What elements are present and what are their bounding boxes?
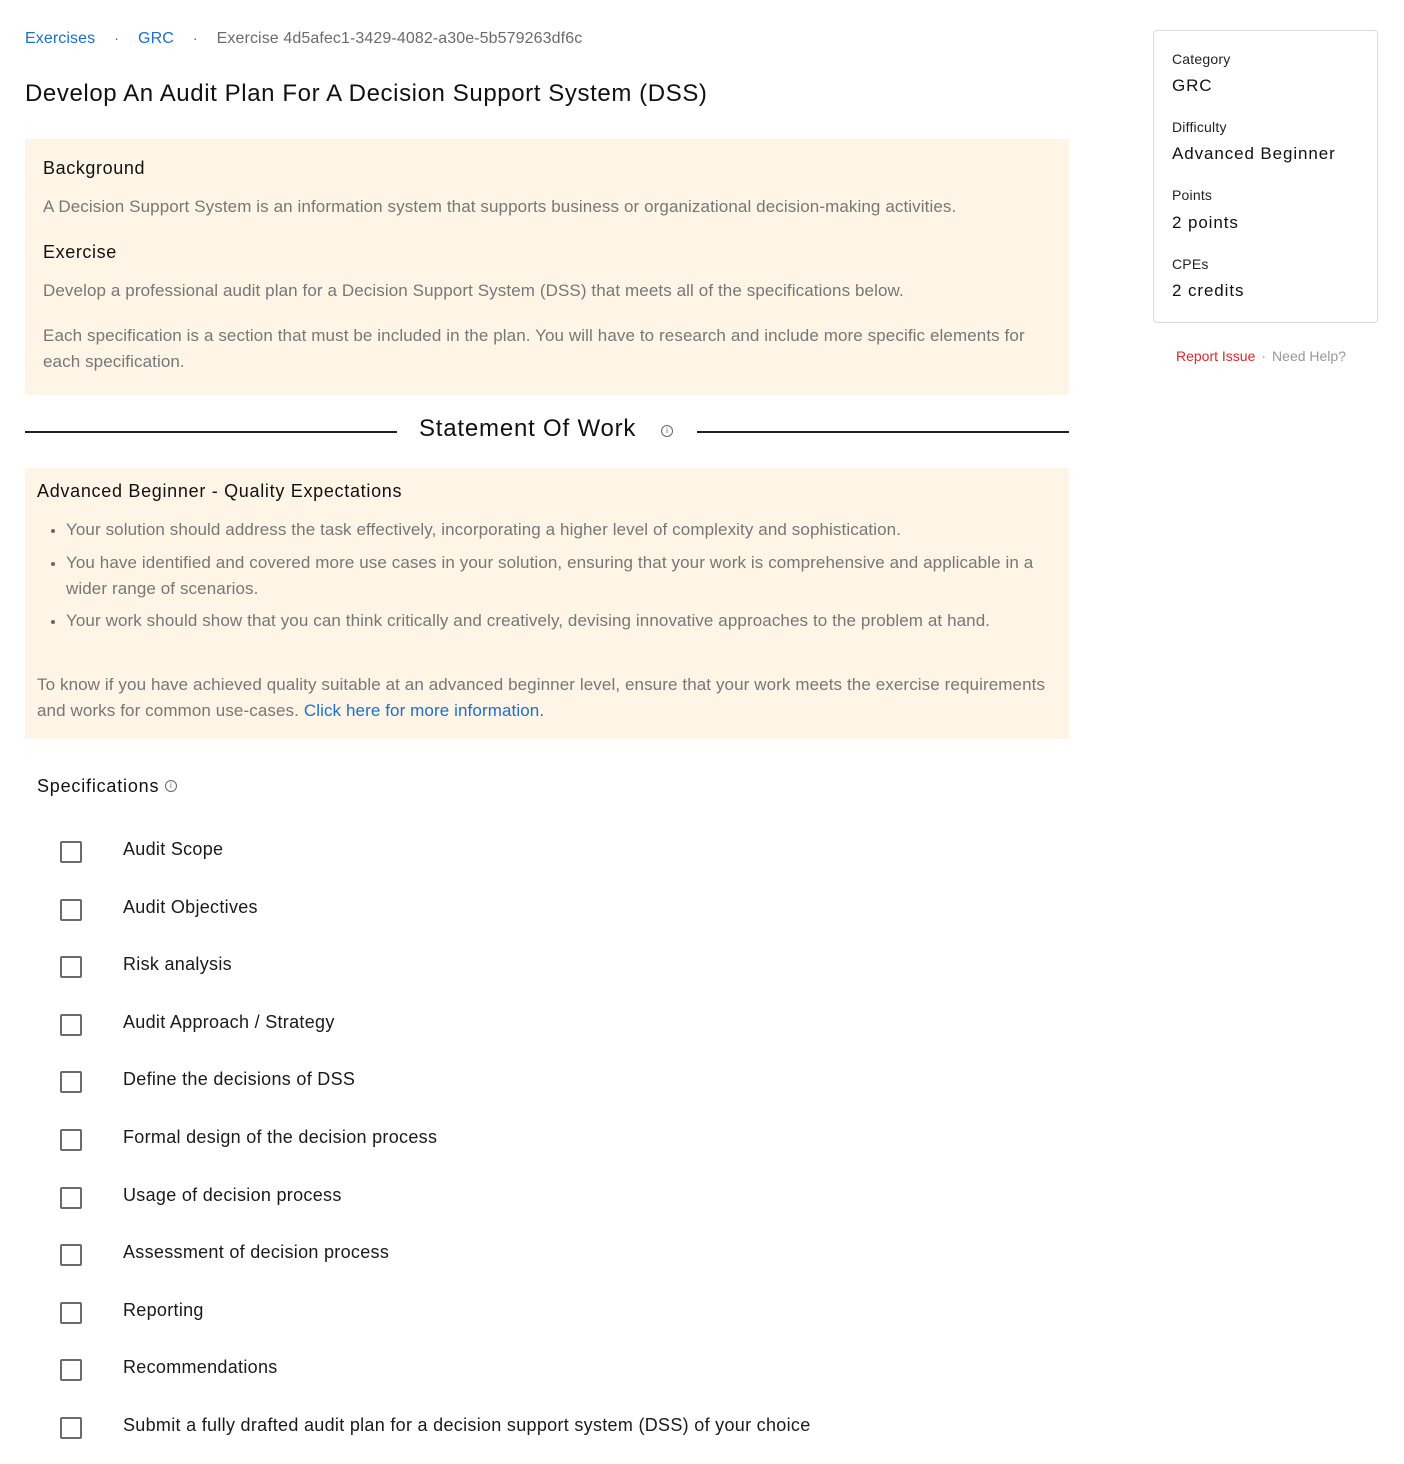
quality-heading: Advanced Beginner - Quality Expectations <box>37 481 403 501</box>
intro-panel <box>25 139 1069 395</box>
specification-label: Define the decisions of DSS <box>123 1069 356 1090</box>
cpes-label: CPEs <box>1172 256 1209 272</box>
specification-item[interactable] <box>60 830 1060 888</box>
exercise-text-detail: Each specification is a section that must be included in the plan. You will have to research and include more specific elements for each specification. <box>43 326 1025 371</box>
specification-checkbox[interactable] <box>60 1302 82 1324</box>
specification-item[interactable] <box>60 1233 1060 1291</box>
specifications-list <box>60 830 1060 1464</box>
quality-bullet: • Your solution should address the task effectively, incorporating a higher level of complexity and sophistication. <box>66 517 1056 543</box>
category-label: Category <box>1172 51 1231 67</box>
specification-label: Formal design of the decision process <box>123 1126 438 1147</box>
specification-checkbox[interactable] <box>60 1187 82 1209</box>
page-title: Develop An Audit Plan For A Decision Support System (DSS) <box>25 80 708 107</box>
quality-bullet: • You have identified and covered more use cases in your solution, ensuring that your work is comprehensive and applicable in a wider range of scenarios. <box>66 550 1056 602</box>
specification-label: Reporting <box>123 1299 204 1320</box>
link-separator: · <box>1261 348 1267 364</box>
specification-item[interactable] <box>60 1118 1060 1176</box>
points-value: 2 points <box>1172 213 1239 232</box>
quality-bullet-list <box>37 517 1056 641</box>
specification-item[interactable] <box>60 1003 1060 1061</box>
specification-checkbox[interactable] <box>60 1129 82 1151</box>
specification-label: Recommendations <box>123 1357 278 1378</box>
specifications-heading <box>37 776 177 797</box>
specification-checkbox[interactable] <box>60 1359 82 1381</box>
specification-item[interactable] <box>60 1060 1060 1118</box>
need-help-link[interactable]: Need Help? <box>1272 348 1346 364</box>
divider-line-right <box>697 431 1069 433</box>
specification-label: Audit Scope <box>123 839 224 859</box>
exercise-text: Develop a professional audit plan for a Decision Support System (DSS) that meets all of the specifications below. <box>43 281 904 300</box>
specification-checkbox[interactable] <box>60 956 82 978</box>
breadcrumb-grc-link[interactable]: GRC <box>138 30 174 47</box>
breadcrumb-current: Exercise 4d5afec1-3429-4082-a30e-5b579263df6c <box>216 30 583 47</box>
quality-expectations-panel <box>25 468 1069 739</box>
quality-bullet: • Your work should show that you can think critically and creatively, devising innovative approaches to the problem at hand. <box>66 608 1056 634</box>
info-circle-icon[interactable]: i <box>661 425 673 437</box>
background-heading: Background <box>43 158 146 178</box>
specifications-title: Specifications <box>37 776 160 796</box>
breadcrumb-separator: · <box>114 30 120 46</box>
category-value: GRC <box>1172 76 1213 95</box>
breadcrumb-exercises-link[interactable]: Exercises <box>25 30 96 47</box>
specification-item[interactable] <box>60 1176 1060 1234</box>
specification-checkbox[interactable] <box>60 1014 82 1036</box>
cpes-value: 2 credits <box>1172 281 1245 300</box>
divider-line-left <box>25 431 397 433</box>
quality-note <box>37 672 1047 724</box>
specification-label: Assessment of decision process <box>123 1242 390 1263</box>
breadcrumb-separator: · <box>192 30 198 46</box>
specification-checkbox[interactable] <box>60 1071 82 1093</box>
quality-note-text: To know if you have achieved quality suitable at an advanced beginner level, ensure that your work meets the exercise requirements and works for common use-cases. <box>37 675 1046 720</box>
sidebar-links <box>1176 348 1346 364</box>
statement-of-work-title: Statement Of Work <box>419 415 637 442</box>
specification-item[interactable] <box>60 888 1060 946</box>
specification-label: Audit Approach / Strategy <box>123 1011 335 1032</box>
more-information-link[interactable]: Click here for more information. <box>303 701 545 720</box>
points-label: Points <box>1172 187 1213 203</box>
info-circle-icon[interactable]: i <box>165 780 177 792</box>
specification-checkbox[interactable] <box>60 841 82 863</box>
breadcrumb <box>25 30 582 48</box>
specification-item[interactable] <box>60 945 1060 1003</box>
statement-of-work-divider <box>25 414 1069 448</box>
difficulty-label: Difficulty <box>1172 119 1227 135</box>
specification-item[interactable] <box>60 1348 1060 1406</box>
specification-checkbox[interactable] <box>60 1244 82 1266</box>
specification-label: Submit a fully drafted audit plan for a decision support system (DSS) of your choice <box>123 1414 811 1435</box>
background-text: A Decision Support System is an information system that supports business or organizational decision-making activities. <box>43 197 957 216</box>
specification-item[interactable] <box>60 1291 1060 1349</box>
specification-label: Audit Objectives <box>123 896 258 917</box>
exercise-heading: Exercise <box>43 242 117 262</box>
report-issue-link[interactable]: Report Issue <box>1176 348 1256 364</box>
exercise-details-card <box>1153 30 1378 323</box>
specification-label: Usage of decision process <box>123 1184 342 1205</box>
specification-item[interactable] <box>60 1406 1060 1464</box>
specification-checkbox[interactable] <box>60 1417 82 1439</box>
specification-checkbox[interactable] <box>60 899 82 921</box>
specification-label: Risk analysis <box>123 954 232 975</box>
difficulty-value: Advanced Beginner <box>1172 144 1336 163</box>
